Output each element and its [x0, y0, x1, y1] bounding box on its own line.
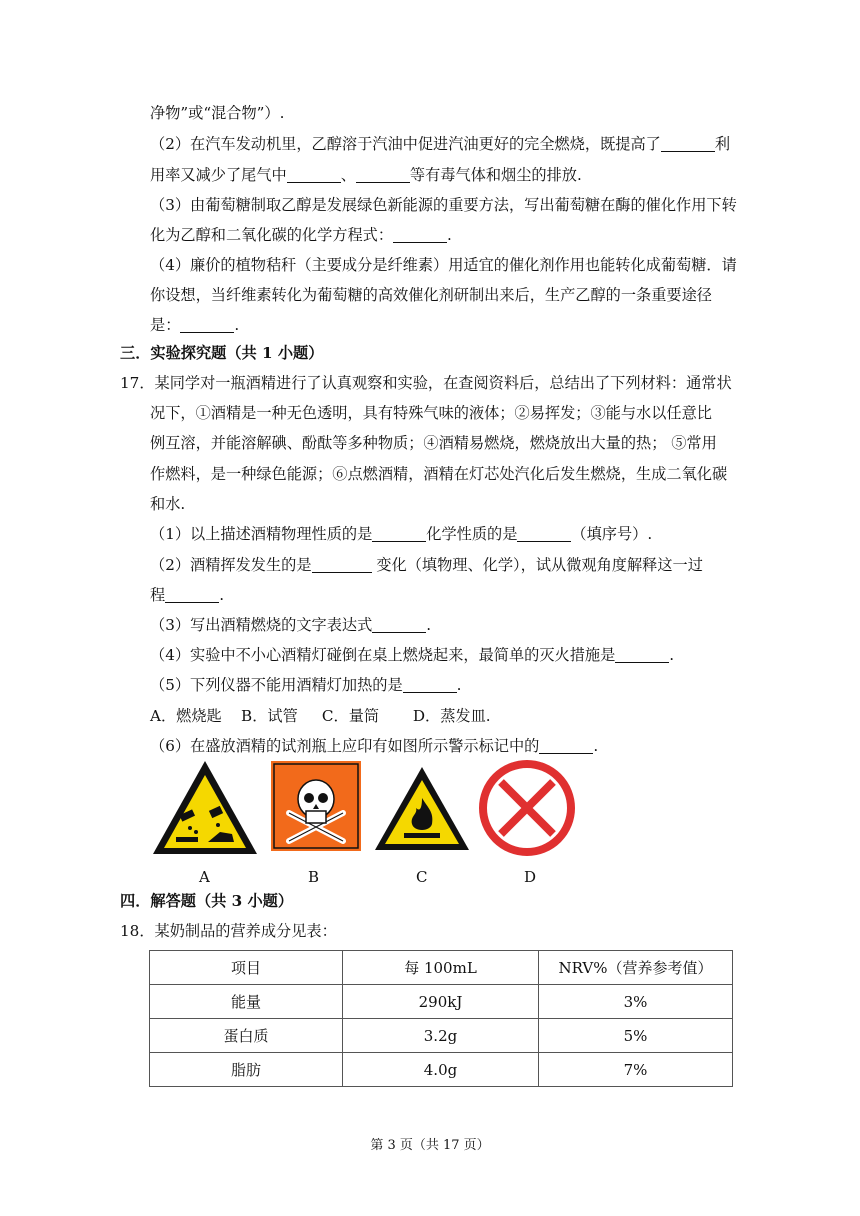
- flammable-sign-icon: [372, 764, 472, 854]
- answer-blank: [372, 525, 426, 542]
- table-cell: 7%: [539, 1053, 733, 1087]
- question-17-line4: 作燃料，是一种绿色能源；⑥点燃酒精，酒精在灯芯处汽化后发生燃烧，生成二氧化碳: [150, 465, 728, 483]
- answer-blank: [165, 586, 219, 603]
- question-17-line1: 17．某同学对一瓶酒精进行了认真观察和实验，在查阅资料后，总结出了下列材料：通常状: [120, 374, 732, 392]
- question-16-3-line1: （3）由葡萄糖制取乙醇是发展绿色新能源的重要方法，写出葡萄糖在酶的催化作用下转: [150, 196, 737, 214]
- question-16-4-line3: 是： .: [150, 316, 240, 334]
- question-16-2-line2: 用率又减少了尾气中 、 等有毒气体和烟尘的排放.: [150, 166, 582, 184]
- answer-blank: [393, 226, 447, 243]
- question-16-4-line2: 你设想，当纤维素转化为葡萄糖的高效催化剂研制出来后，生产乙醇的一条重要途径: [150, 286, 712, 304]
- table-row: [150, 1019, 733, 1053]
- sign-label-a: A: [199, 868, 210, 886]
- nutrition-table: [149, 950, 733, 1087]
- answer-blank: [661, 135, 715, 152]
- warning-signs-figure: [150, 752, 590, 892]
- answer-blank: [287, 166, 341, 183]
- answer-blank: [517, 525, 571, 542]
- question-16-2-line1: （2）在汽车发动机里，乙醇溶于汽油中促进汽油更好的完全燃烧，既提高了 利: [150, 135, 731, 153]
- question-17-1: （1）以上描述酒精物理性质的是 化学性质的是 （填序号）.: [150, 525, 653, 543]
- table-header-cell: 每 100mL: [343, 951, 539, 985]
- answer-blank: [615, 646, 669, 663]
- question-18-line: 18．某奶制品的营养成分见表：: [120, 922, 337, 940]
- answer-blank: [180, 316, 234, 333]
- table-cell: 290kJ: [343, 985, 539, 1019]
- table-header-cell: 项目: [150, 951, 343, 985]
- table-header-row: [150, 951, 733, 985]
- table-cell: 脂肪: [150, 1053, 343, 1087]
- question-17-4: （4）实验中不小心酒精灯碰倒在桌上燃烧起来，最简单的灭火措施是 .: [150, 646, 675, 664]
- section-3-heading: 三．实验探究题（共 1 小题）: [120, 344, 324, 362]
- sign-label-d: D: [524, 868, 537, 886]
- table-cell: 4.0g: [343, 1053, 539, 1087]
- table-cell: 3.2g: [343, 1019, 539, 1053]
- text-line: 净物”或“混合物”）.: [150, 104, 285, 122]
- table-cell: 蛋白质: [150, 1019, 343, 1053]
- question-17-6: （6）在盛放酒精的试剂瓶上应印有如图所示警示标记中的 .: [150, 737, 599, 755]
- table-cell: 5%: [539, 1019, 733, 1053]
- table-header-cell: NRV%（营养参考值）: [539, 951, 733, 985]
- answer-blank: [312, 556, 372, 573]
- question-17-line3: 例互溶，并能溶解碘、酚酞等多种物质；④酒精易燃烧，燃烧放出大量的热； ⑤常用: [150, 434, 717, 452]
- question-17-line2: 况下，①酒精是一种无色透明，具有特殊气味的液体；②易挥发；③能与水以任意比: [150, 404, 712, 422]
- sign-label-c: C: [416, 868, 428, 886]
- corrosive-sign-icon: [150, 758, 260, 858]
- sign-label-b: B: [308, 868, 320, 886]
- question-17-3: （3）写出酒精燃烧的文字表达式 .: [150, 616, 432, 634]
- question-17-2-line1: （2）酒精挥发发生的是 变化（填物理、化学），试从微观角度解释这一过: [150, 556, 703, 574]
- table-row: [150, 1053, 733, 1087]
- section-4-heading: 四．解答题（共 3 小题）: [120, 892, 294, 910]
- prohibited-sign-icon: [477, 758, 577, 858]
- table-cell: 能量: [150, 985, 343, 1019]
- question-16-3-line2: 化为乙醇和二氧化碳的化学方程式： .: [150, 226, 452, 244]
- answer-blank: [403, 676, 457, 693]
- table-cell: 3%: [539, 985, 733, 1019]
- question-17-5: （5）下列仪器不能用酒精灯加热的是 .: [150, 676, 462, 694]
- question-16-4-line1: （4）廉价的植物秸秆（主要成分是纤维素）用适宜的催化剂作用也能转化成葡萄糖．请: [150, 256, 737, 274]
- answer-blank: [356, 166, 410, 183]
- question-17-2-line2: 程 .: [150, 586, 225, 604]
- table-row: [150, 985, 733, 1019]
- toxic-sign-icon: [271, 761, 361, 851]
- question-17-line5: 和水.: [150, 495, 186, 513]
- answer-blank: [372, 616, 426, 633]
- question-17-options: A．燃烧匙 B．试管 C．量筒 D．蒸发皿.: [150, 707, 491, 725]
- page-footer: 第 3 页（共 17 页）: [370, 1138, 490, 1153]
